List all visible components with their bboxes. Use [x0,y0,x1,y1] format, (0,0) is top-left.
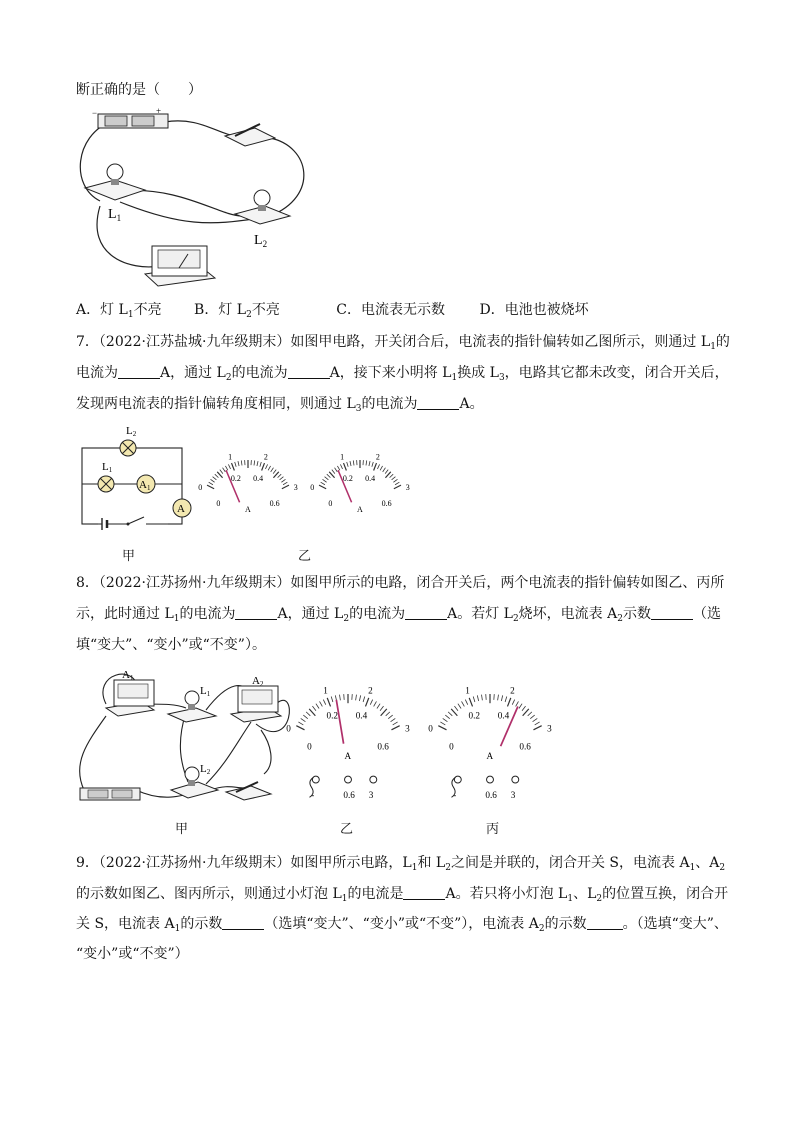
minor-tick [392,477,396,480]
minor-tick [482,695,483,701]
wire [122,190,242,216]
major-tick [344,463,347,470]
minor-tick [280,477,284,480]
needle [336,700,343,744]
bottom-label: 0.4 [365,474,376,484]
minor-tick [238,461,239,466]
answer-blank[interactable] [417,397,459,410]
major-tick [327,698,330,707]
minor-tick [271,468,274,472]
minor-tick [215,474,219,477]
major-tick [262,463,265,470]
minor-tick [332,470,335,474]
top-label-1: 1 [323,685,328,696]
end-label-0: 0 [198,483,203,493]
minor-tick [241,460,242,465]
a1-label: A1 [139,479,151,492]
option-d[interactable]: D．电池也被烧坏 [479,302,589,318]
answer-blank[interactable] [288,366,330,379]
option-b[interactable]: B．灯 $L_2$不亮 [194,302,280,320]
major-tick [374,463,377,470]
q8-meter-bing [422,685,562,800]
major-tick [523,709,529,716]
minor-tick [385,470,388,474]
end-label-3: 3 [293,483,298,493]
battery [92,106,168,128]
minor-tick [254,460,255,465]
bottom-label: 0.6 [269,498,280,508]
unit-label: A [245,505,251,514]
terminal-label: 0.6 [343,790,355,800]
q7-circuit-diagram [76,422,196,532]
l2-label: L2 [126,425,137,438]
minor-tick [369,461,370,466]
minor-tick [356,695,357,701]
answer-blank[interactable] [222,917,264,930]
battery-minus-label: − [92,108,98,118]
minor-tick [391,718,396,721]
minor-tick [505,696,507,702]
minor-tick [533,718,538,721]
minor-tick [220,470,223,474]
q7-meter-yi-right [304,452,420,518]
lamp-l1 [168,685,216,722]
minor-tick [337,466,339,470]
top-label-2: 2 [375,452,380,462]
terminal[interactable] [512,776,519,783]
minor-tick [273,470,276,474]
top-label-1: 1 [228,452,233,462]
end-label-0: 0 [310,483,315,493]
minor-tick [235,462,236,467]
bottom-label: 0.6 [381,498,392,508]
end-label-3: 3 [405,483,410,493]
end-label-3: 3 [405,723,410,734]
terminal-label: 3 [510,790,516,800]
l1-label: $L_1$ [108,207,122,223]
unit-label: A [357,505,363,514]
minor-tick [281,479,285,482]
ammeter-a2 [231,675,281,722]
answer-blank[interactable] [587,917,623,930]
minor-tick [257,461,258,466]
battery [80,788,140,800]
minor-tick [519,704,522,709]
ammeter-a1 [137,475,155,493]
lamp-l2 [120,425,137,456]
bottom-label: 0.4 [497,710,510,721]
a1-label: A1 [122,669,134,682]
minor-tick [306,712,310,716]
minor-tick [380,466,382,470]
wire [97,206,160,267]
major-tick [232,463,235,470]
minor-tick [321,482,325,485]
caption-bing: 丙 [486,822,500,837]
bottom-label: 0.4 [355,710,368,721]
minor-tick [278,474,282,477]
minor-tick [323,479,327,482]
minor-tick [448,712,452,716]
minor-tick [340,695,341,701]
minor-tick [440,722,445,725]
minor-tick [383,468,386,472]
bottom-label: 0.6 [519,741,531,752]
major-tick [319,485,326,489]
major-tick [469,698,472,707]
minor-tick [393,722,398,725]
option-c[interactable]: C．电流表无示数 [336,302,445,318]
q9-line-2: 的示数如图乙、图丙所示，则通过小灯泡 $L_1$的电流是 A。若只将小灯泡 $L_1$、$L_2$的位置互换，闭合开 [76,886,729,904]
minor-tick [454,706,458,711]
l2-label: L2 [200,763,211,776]
major-tick [507,698,510,707]
minor-tick [386,712,390,716]
q7-meter-yi-left [192,452,308,518]
major-tick [451,709,457,716]
minor-tick [395,482,399,485]
minor-tick [445,715,449,719]
minor-tick [211,479,215,482]
minor-tick [312,706,316,711]
bottom-label: 0 [216,498,221,508]
q8-line-2: 示，此时通过 $L_1$的电流为 A，通过 $L_2$的电流为 A。若灯 $L_2$烧坏，电流表 $A_2$示数 （选 [76,606,721,624]
major-tick [282,485,289,489]
minor-tick [316,704,319,709]
top-label-2: 2 [263,452,268,462]
minor-tick [320,701,323,706]
a-label: A [177,503,185,515]
minor-tick [335,468,338,472]
minor-tick [323,700,325,705]
minor-tick [298,722,303,725]
q6-stem: 断正确的是（ ） [76,82,202,98]
q9-line-3: 关 S，电流表 $A_1$的示数 （选填“变大”、“变小”或“不变”），电流表 $A_2$的示数 。（选填“变大”、 [76,916,728,934]
bottom-label: 0.2 [326,710,338,721]
minor-tick [465,700,467,705]
bottom-label: 0 [328,498,333,508]
q8-circuit-figure [76,664,286,812]
answer-blank[interactable] [651,607,693,620]
terminal[interactable] [345,776,352,783]
bottom-label: 0 [307,741,312,752]
minor-tick [377,704,380,709]
terminal-label: 0.6 [485,790,497,800]
answer-blank[interactable] [405,607,447,620]
wire [165,121,238,136]
minor-tick [388,715,392,719]
minor-tick [443,718,448,721]
minor-tick [283,482,287,485]
minor-tick [260,462,261,467]
bottom-label: 0.2 [342,474,353,484]
minor-tick [265,464,267,469]
top-label-2: 2 [368,685,373,696]
minor-tick [462,701,465,706]
minor-tick [477,695,478,701]
wire [120,202,260,223]
major-tick [296,726,304,730]
major-tick [207,485,214,489]
q9-line-1: 9．（2022·江苏扬州·九年级期末）如图甲所示电路，$L_1$和 $L_2$之间是并联的，闭合开关 S，电流表 $A_1$、$A_2$ [76,855,726,873]
minor-tick [350,461,351,466]
unit-label: A [486,750,494,761]
minor-tick [366,460,367,465]
top-label-1: 1 [465,685,470,696]
top-label-1: 1 [340,452,345,462]
caption-jia: 甲 [122,549,136,564]
major-tick [365,698,368,707]
l1-label: L1 [102,461,113,474]
minor-tick [498,695,499,701]
minor-tick [390,474,394,477]
minor-tick [458,704,461,709]
minor-tick [225,466,227,470]
minor-tick [228,464,230,469]
minor-tick [512,700,514,705]
minor-tick [535,722,540,725]
wire [270,138,304,216]
l1-label: L1 [200,685,211,698]
lamp-l2 [171,763,218,798]
end-label-0: 0 [428,723,433,734]
minor-tick [363,696,365,702]
q8-line-1: 8．（2022·江苏扬州·九年级期末）如图甲所示的电路，闭合开关后，两个电流表的指针偏转如图乙、丙所 [76,575,725,591]
end-label-0: 0 [286,723,291,734]
top-label-2: 2 [510,685,515,696]
terminal[interactable] [487,776,494,783]
major-tick [394,485,401,489]
major-tick [391,726,399,730]
lamp-l1 [98,461,114,492]
bottom-label: 0 [449,741,454,752]
minor-tick [501,695,502,701]
minor-tick [516,701,519,706]
unit-label: A [344,750,352,761]
option-a[interactable]: A．灯 $L_1$不亮 [76,302,162,320]
q9-line-4: “变小”或“不变”） [76,946,189,962]
switch [226,782,271,800]
switch [225,124,275,146]
major-tick [309,709,315,716]
q6-circuit-figure [70,106,320,294]
terminal-label: - [453,790,457,800]
bottom-label: 0.4 [253,474,264,484]
bottom-label: 0.2 [230,474,241,484]
caption-yi: 乙 [298,549,312,564]
q8-meter-yi [280,685,420,800]
q7-line-1: 7．（2022·江苏盐城·九年级期末）如图甲电路，开关闭合后，电流表的指针偏转如乙图所示，则通过 $L_1$的 [76,334,730,352]
minor-tick [530,715,534,719]
minor-tick [473,696,475,702]
q7-line-2: 电流为 A，通过 $L_2$的电流为 A，接下来小明将 $L_1$换成 $L_3$，电路其它都未改变，闭合开关后， [76,365,729,383]
minor-tick [377,464,379,469]
end-label-3: 3 [547,723,552,734]
battery-plus-label: + [156,106,162,116]
minor-tick [359,695,360,701]
minor-tick [380,706,384,711]
bottom-label: 0.6 [377,741,389,752]
a2-label: A2 [252,675,264,688]
minor-tick [331,696,333,702]
minor-tick [372,462,373,467]
q8-line-3: 填“变大”、“变小”或“不变”）。 [76,637,266,653]
minor-tick [327,474,331,477]
terminal-label: - [311,790,315,800]
minor-tick [340,464,342,469]
minor-tick [353,460,354,465]
caption-yi: 乙 [340,822,354,837]
terminal-label: 3 [368,790,374,800]
major-tick [438,726,446,730]
minor-tick [301,718,306,721]
minor-tick [223,468,226,472]
l2-label: $L_2$ [254,233,268,249]
q6-options [76,302,589,323]
terminal[interactable] [370,776,377,783]
minor-tick [209,482,213,485]
answer-blank[interactable] [403,887,445,900]
answer-blank[interactable] [235,607,277,620]
minor-tick [522,706,526,711]
minor-tick [213,477,217,480]
caption-jia: 甲 [175,822,189,837]
minor-tick [393,479,397,482]
minor-tick [325,477,329,480]
minor-tick [303,715,307,719]
minor-tick [528,712,532,716]
minor-tick [370,700,372,705]
minor-tick [374,701,377,706]
q7-line-3: 发现两电流表的指针偏转角度相同，则通过 $L_3$的电流为 A。 [76,396,484,414]
major-tick [381,709,387,716]
ammeter [145,246,215,286]
minor-tick [347,462,348,467]
minor-tick [268,466,270,470]
ammeter-a [173,499,191,517]
lamp-l1 [85,164,145,223]
major-tick [533,726,541,730]
bottom-label: 0.2 [468,710,480,721]
answer-blank[interactable] [118,366,160,379]
lamp-l2 [235,190,290,249]
